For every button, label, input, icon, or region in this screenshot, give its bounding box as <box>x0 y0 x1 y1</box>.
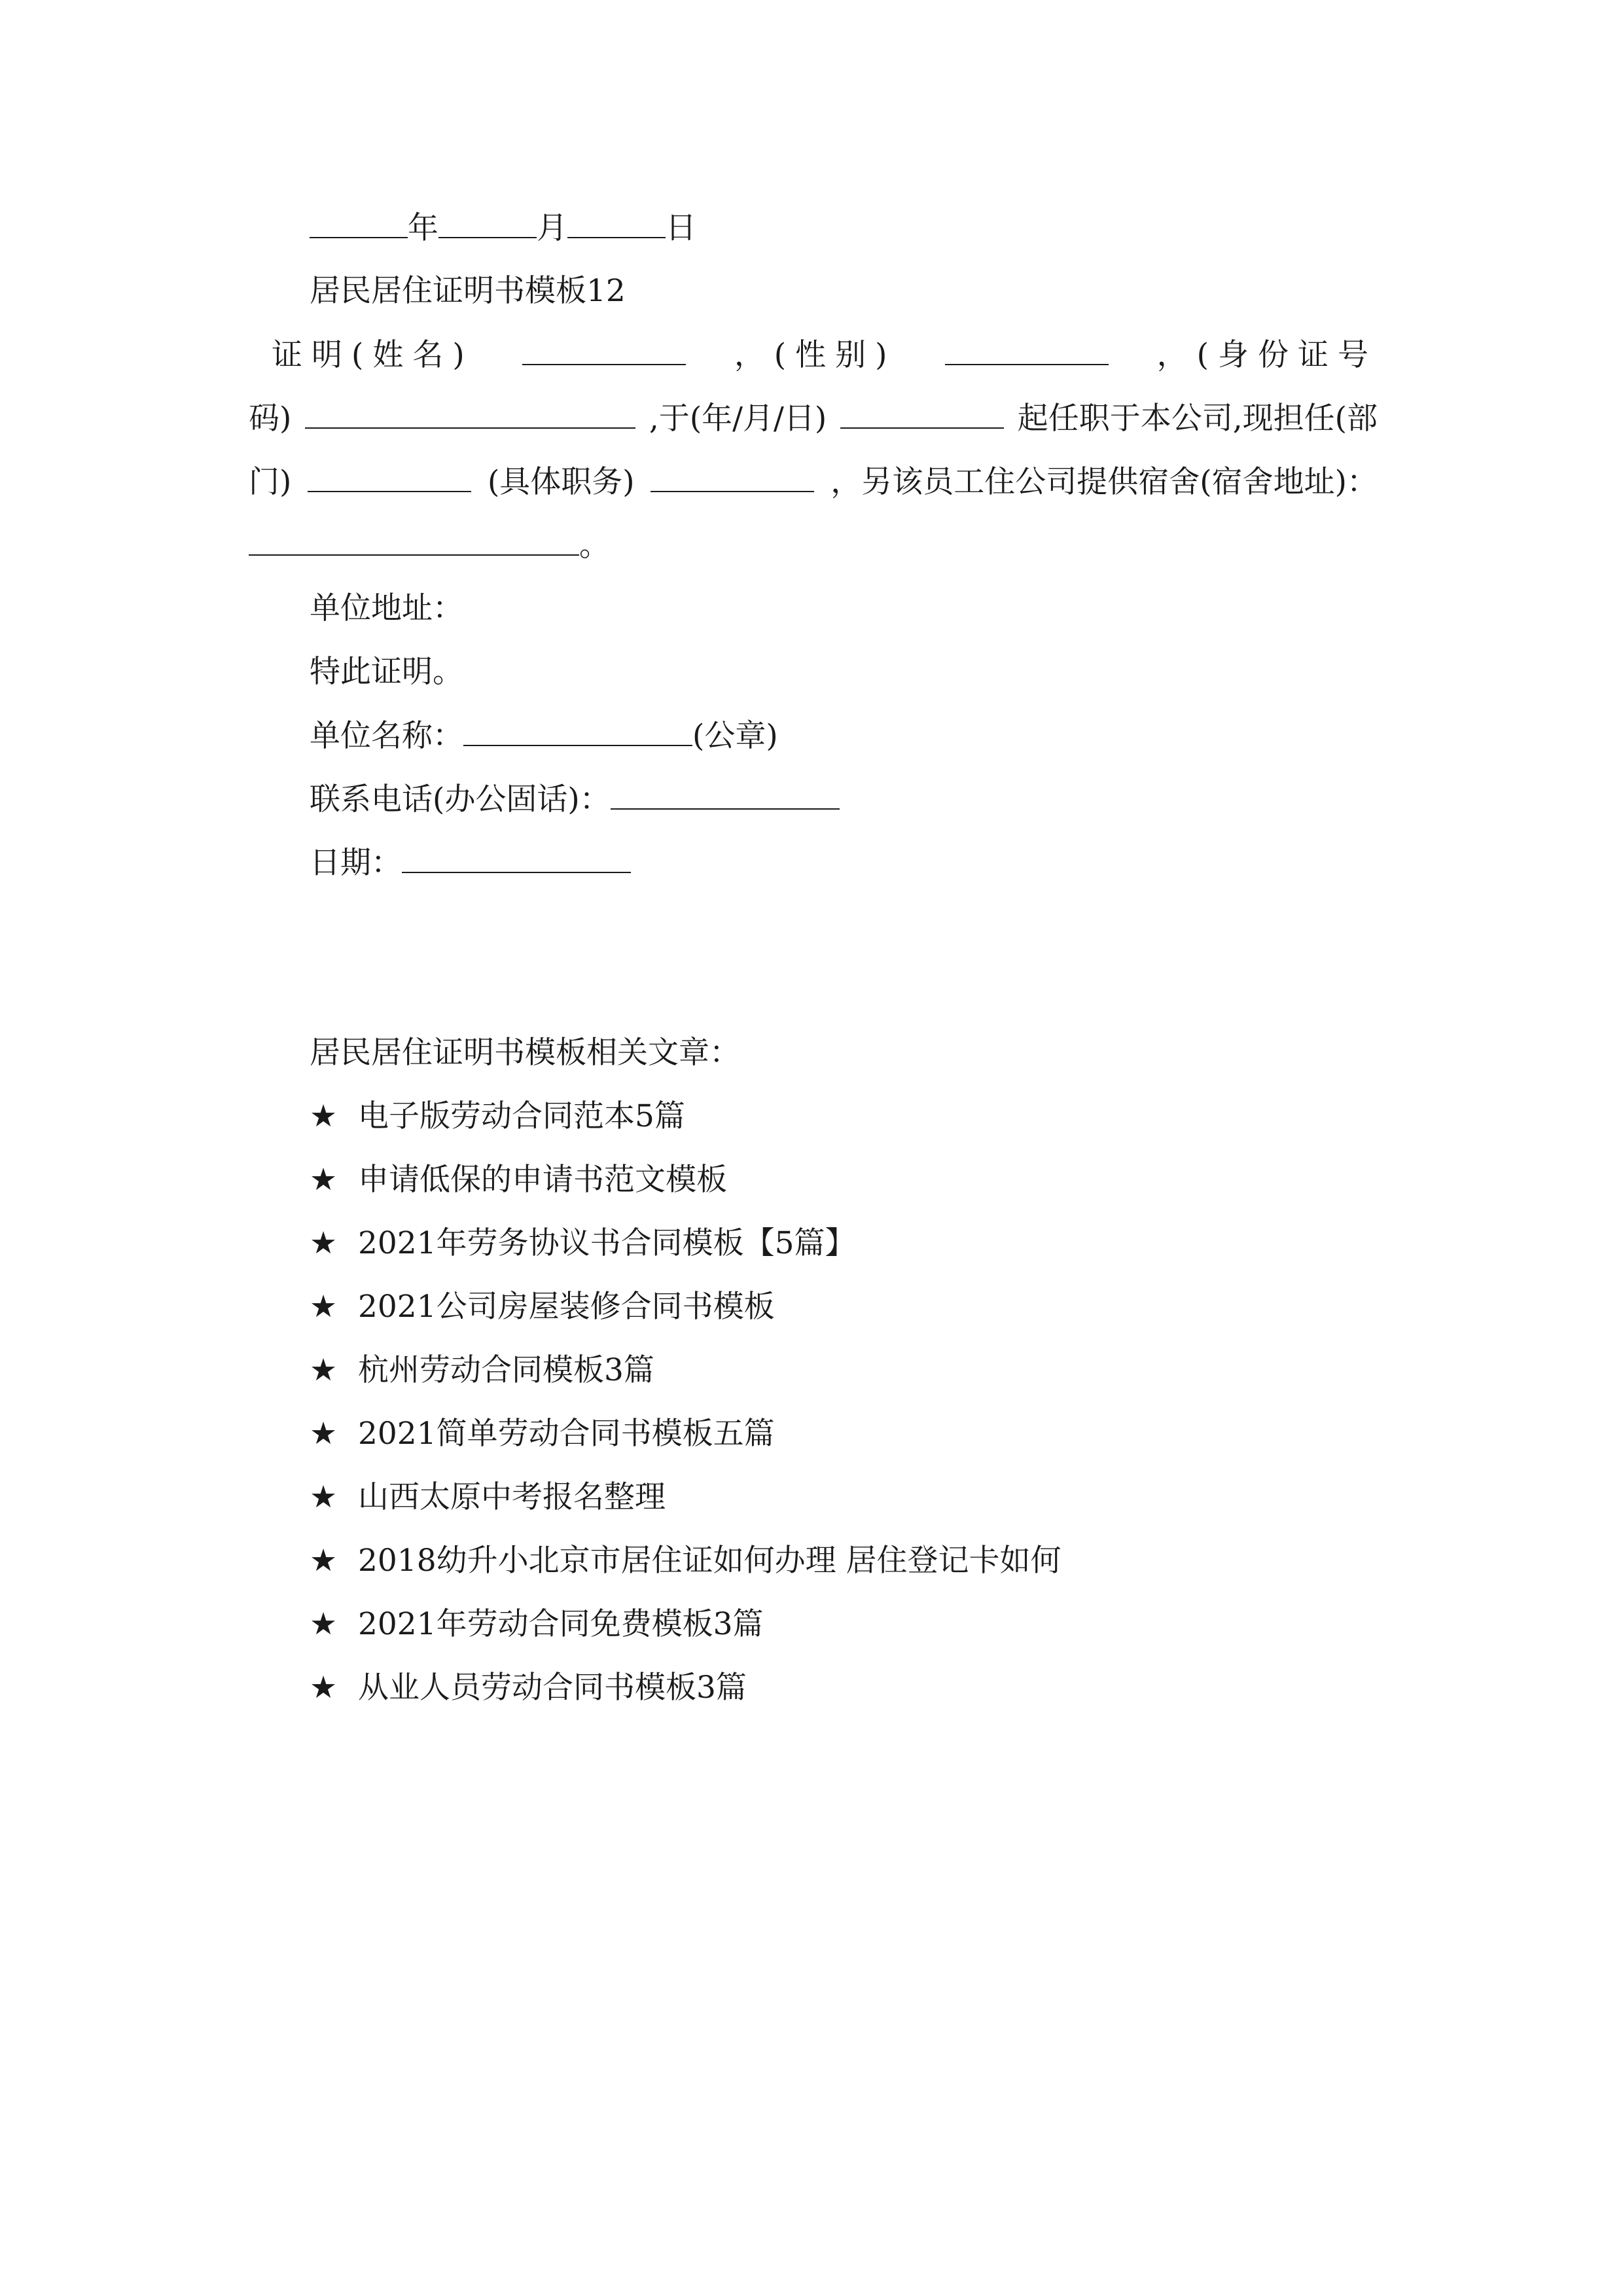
id-number-blank[interactable] <box>305 399 635 429</box>
start-date-blank[interactable] <box>840 399 1004 429</box>
related-item[interactable] <box>310 1097 685 1136</box>
related-item-label[interactable]: 2021公司房屋装修合同书模板 <box>358 1289 775 1325</box>
date-line <box>310 208 696 248</box>
dorm-address-blank[interactable] <box>249 526 579 556</box>
star-icon: ★ <box>310 1352 338 1388</box>
position-intro: 起任职于本公司,现担任(部 <box>1017 401 1378 437</box>
date-field-line <box>310 843 631 883</box>
certificate-line-4 <box>249 526 610 565</box>
gender-blank[interactable] <box>945 335 1109 365</box>
related-item-label[interactable]: 申请低保的申请书范文模板 <box>358 1162 727 1198</box>
month-label: 月 <box>537 210 567 246</box>
id-label: ，(身份证号 <box>1156 337 1378 373</box>
related-item-label[interactable]: 从业人员劳动合同书模板3篇 <box>358 1670 747 1706</box>
date-blank[interactable] <box>402 843 631 873</box>
related-item[interactable] <box>310 1668 747 1708</box>
gender-label: ，(性别) <box>734 337 897 373</box>
related-item[interactable] <box>310 1541 1061 1581</box>
unit-name-label: 单位名称： <box>310 718 463 754</box>
certificate-line-3 <box>249 462 1378 502</box>
unit-name-blank[interactable] <box>463 716 692 746</box>
star-icon: ★ <box>310 1670 338 1706</box>
star-icon: ★ <box>310 1479 338 1515</box>
certificate-line-2 <box>249 399 1378 439</box>
id-label-cont: 码) <box>249 401 292 437</box>
star-icon: ★ <box>310 1098 338 1134</box>
related-item[interactable] <box>310 1224 856 1263</box>
related-item-label[interactable]: 2021年劳动合同免费模板3篇 <box>358 1606 764 1642</box>
hereby-certify: 特此证明。 <box>310 654 463 690</box>
star-icon: ★ <box>310 1416 338 1452</box>
department-blank[interactable] <box>308 462 471 492</box>
star-icon: ★ <box>310 1225 338 1261</box>
unit-address-label: 单位地址： <box>310 590 463 626</box>
related-item-label[interactable]: 电子版劳动合同范本5篇 <box>358 1098 685 1134</box>
unit-name-line <box>310 716 778 756</box>
dorm-address-label: ，另该员工住公司提供宿舍(宿舍地址)： <box>830 464 1378 500</box>
related-item[interactable] <box>310 1351 654 1390</box>
year-blank[interactable] <box>310 208 408 238</box>
name-label: 证明(姓名) <box>272 337 474 373</box>
date-label: 日期： <box>310 845 402 881</box>
star-icon: ★ <box>310 1162 338 1198</box>
name-blank[interactable] <box>522 335 686 365</box>
related-item-label[interactable]: 山西太原中考报名整理 <box>358 1479 666 1515</box>
related-item[interactable] <box>310 1414 775 1454</box>
related-item-label[interactable]: 2021简单劳动合同书模板五篇 <box>358 1416 775 1452</box>
job-title-blank[interactable] <box>651 462 814 492</box>
day-label: 日 <box>666 210 696 246</box>
related-item-label[interactable]: 2021年劳务协议书合同模板【5篇】 <box>358 1225 856 1261</box>
related-item[interactable] <box>310 1160 727 1200</box>
related-item-label[interactable]: 杭州劳动合同模板3篇 <box>358 1352 654 1388</box>
related-item-label[interactable]: 2018幼升小北京市居住证如何办理 居住登记卡如何 <box>358 1543 1061 1579</box>
phone-label: 联系电话(办公固话)： <box>310 781 611 817</box>
job-title-label: (具体职务) <box>487 464 635 500</box>
related-heading: 居民居住证明书模板相关文章： <box>310 1035 740 1071</box>
star-icon: ★ <box>310 1543 338 1579</box>
phone-blank[interactable] <box>611 780 840 810</box>
phone-line <box>310 780 840 819</box>
related-item[interactable] <box>310 1478 666 1517</box>
department-label: 门) <box>249 464 292 500</box>
seal-label: (公章) <box>692 718 778 754</box>
related-item[interactable] <box>310 1287 775 1327</box>
day-blank[interactable] <box>567 208 666 238</box>
date-start-label: ,于(年/月/日) <box>649 401 827 437</box>
period: 。 <box>579 528 610 564</box>
star-icon: ★ <box>310 1606 338 1642</box>
year-label: 年 <box>408 210 438 246</box>
related-item[interactable] <box>310 1605 764 1644</box>
certificate-line-1 <box>249 335 1378 375</box>
month-blank[interactable] <box>438 208 537 238</box>
template-title: 居民居住证明书模板12 <box>310 273 626 309</box>
star-icon: ★ <box>310 1289 338 1325</box>
